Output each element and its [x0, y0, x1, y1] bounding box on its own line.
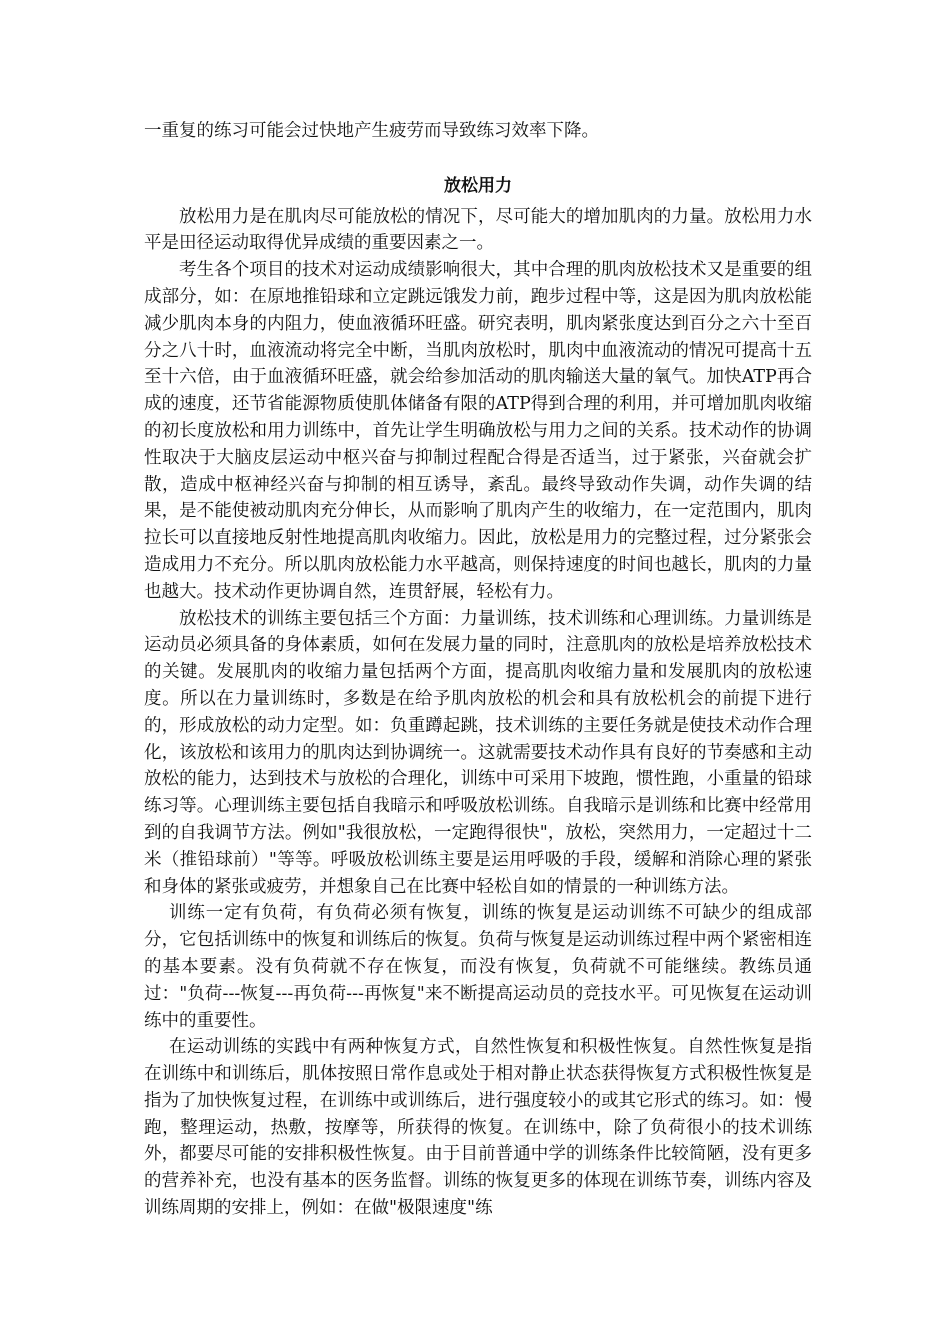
section-title: 放松用力 — [444, 175, 512, 196]
lead-paragraph: 一重复的练习可能会过快地产生疲劳而导致练习效率下降。 — [144, 121, 599, 141]
paragraph: 放松用力是在肌肉尽可能放松的情况下，尽可能大的增加肌肉的力量。放松用力水平是田径运动取得优异成绩的重要因素之一。 — [144, 206, 812, 254]
document-body — [144, 118, 812, 1222]
paragraph: 考生各个项目的技术对运动成绩影响很大，其中合理的肌肉放松技术又是重要的组成部分，如：在原地推铅球和立定跳远饿发力前，跑步过程中等，这是因为肌肉放松能减少肌肉本身的内阻力，使血液循环旺盛。研究表明，肌肉紧张度达到百分之六十至百分之八十时，血液流动将完全中断，当肌肉放松时，肌肉中血液流动的情况可提高十五至十六倍，由于血液循环旺盛，就会给参加活动的肌肉输送大量的氧气。加快ATP再合成的速度，还节省能源物质使肌体储备有限的ATP得到合理的利用，并可增加肌肉收缩的初长度放松和用力训练中，首先让学生明确放松与用力之间的关系。技术动作的协调性取决于大脑皮层运动中枢兴奋与抑制过程配合得是否适当，过于紧张，兴奋就会扩散，造成中枢神经兴奋与抑制的相互诱导，紊乱。最终导致动作失调，动作失调的结果，是不能使被动肌肉充分伸长，从而影响了肌肉产生的收缩力，在一定范围内，肌肉拉长可以直接地反射性地提高肌肉收缩力。因此，放松是用力的完整过程，过分紧张会造成用力不充分。所以肌肉放松能力水平越高，则保持速度的时间也越长，肌肉的力量也越大。技术动作更协调自然，连贯舒展，轻松有力。 — [144, 260, 812, 602]
paragraph: 在运动训练的实践中有两种恢复方式，自然性恢复和积极性恢复。自然性恢复是指在训练中和训练后，肌体按照日常作息或处于相对静止状态获得恢复方式积极性恢复是指为了加快恢复过程，在训练中或训练后，进行强度较小的或其它形式的练习。如：慢跑，整理运动，热敷，按摩等，所获得的恢复。在训练中，除了负荷很小的技术训练外，都要尽可能的安排积极性恢复。由于目前普通中学的训练条件比较简陋，没有更多的营养补充，也没有基本的医务监督。训练的恢复更多的体现在训练节奏，训练内容及训练周期的安排上，例如：在做"极限速度"练 — [144, 1037, 812, 1219]
paragraph: 训练一定有负荷，有负荷必须有恢复，训练的恢复是运动训练不可缺少的组成部分，它包括训练中的恢复和训练后的恢复。负荷与恢复是运动训练过程中两个紧密相连的基本要素。没有负荷就不存在恢复，而没有恢复，负荷就不可能继续。教练员通过："负荷---恢复---再负荷---再恢复"来不断提高运动员的竞技水平。可见恢复在运动训练中的重要性。 — [144, 903, 812, 1031]
paragraph: 放松技术的训练主要包括三个方面：力量训练，技术训练和心理训练。力量训练是运动员必须具备的身体素质，如何在发展力量的同时，注意肌肉的放松是培养放松技术的关键。发展肌肉的收缩力量包括两个方面，提高肌肉收缩力量和发展肌肉的放松速度。所以在力量训练时，多数是在给予肌肉放松的机会和具有放松机会的前提下进行的，形成放松的动力定型。如：负重蹲起跳，技术训练的主要任务就是使技术动作合理化，该放松和该用力的肌肉达到协调统一。这就需要技术动作具有良好的节奏感和主动放松的能力，达到技术与放松的合理化，训练中可采用下坡跑，惯性跑，小重量的铅球练习等。心理训练主要包括自我暗示和呼吸放松训练。自我暗示是训练和比赛中经常用到的自我调节方法。例如"我很放松，一定跑得很快"，放松，突然用力，一定超过十二米（推铅球前）"等等。呼吸放松训练主要是运用呼吸的手段，缓解和消除心理的紧张和身体的紧张或疲劳，并想象自己在比赛中轻松自如的情景的一种训练方法。 — [144, 608, 812, 897]
